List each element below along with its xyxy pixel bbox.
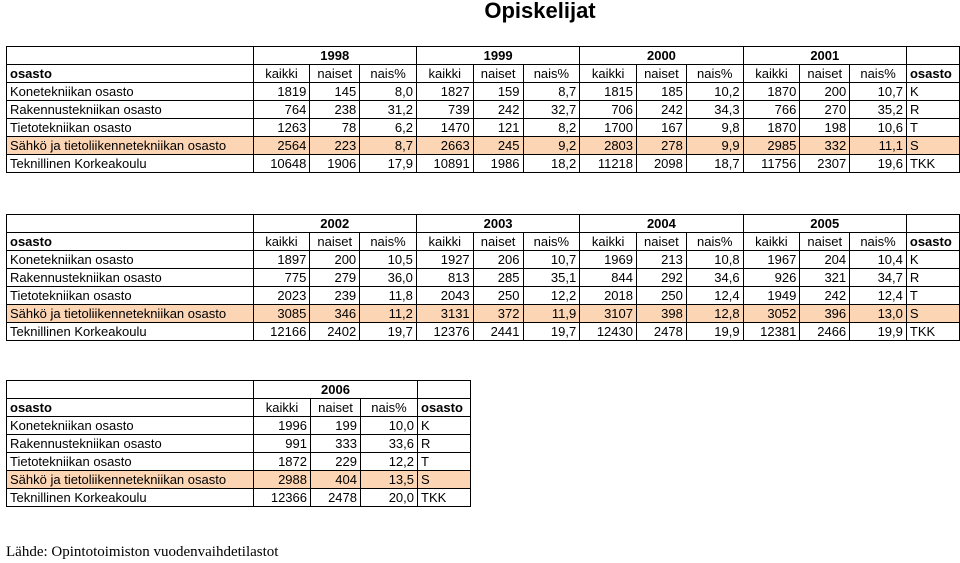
value-cell: 270: [800, 101, 850, 119]
value-cell: 12366: [254, 489, 311, 507]
table-row: [7, 101, 960, 119]
value-cell: 12381: [743, 323, 800, 341]
value-cell: 242: [800, 287, 850, 305]
year-header-row: [7, 381, 471, 399]
nais-percent-header: nais%: [850, 233, 907, 251]
value-cell: 121: [473, 119, 523, 137]
value-cell: 206: [473, 251, 523, 269]
value-cell: 12,8: [686, 305, 743, 323]
value-cell: 2478: [311, 489, 361, 507]
value-cell: 1986: [473, 155, 523, 173]
kaikki-header: kaikki: [416, 65, 473, 83]
value-cell: 242: [473, 101, 523, 119]
value-cell: 396: [800, 305, 850, 323]
value-cell: 2402: [310, 323, 360, 341]
value-cell: 18,7: [686, 155, 743, 173]
value-cell: 1897: [253, 251, 310, 269]
value-cell: 223: [310, 137, 360, 155]
nais-percent-header: nais%: [523, 65, 580, 83]
year-header: 1999: [416, 47, 579, 65]
value-cell: 1263: [253, 119, 310, 137]
value-cell: 9,8: [686, 119, 743, 137]
value-cell: 19,7: [523, 323, 580, 341]
value-cell: 398: [636, 305, 686, 323]
value-cell: 3131: [416, 305, 473, 323]
value-cell: 34,3: [686, 101, 743, 119]
value-cell: 19,9: [686, 323, 743, 341]
value-cell: 1870: [743, 83, 800, 101]
column-header-row: [7, 233, 960, 251]
value-cell: 19,6: [850, 155, 907, 173]
value-cell: 346: [310, 305, 360, 323]
value-cell: 10,7: [523, 251, 580, 269]
value-cell: 1969: [580, 251, 637, 269]
value-cell: 11,9: [523, 305, 580, 323]
value-cell: 242: [637, 101, 687, 119]
year-header: 2001: [743, 47, 906, 65]
value-cell: 199: [311, 417, 361, 435]
department-name: Sähkö ja tietoliikennetekniikan osasto: [7, 471, 254, 489]
department-name: Konetekniikan osasto: [7, 83, 254, 101]
value-cell: 10,4: [850, 251, 907, 269]
value-cell: 991: [254, 435, 311, 453]
value-cell: 1819: [253, 83, 310, 101]
value-cell: 78: [310, 119, 360, 137]
department-abbr: S: [906, 137, 959, 155]
value-cell: 1827: [416, 83, 473, 101]
department-name: Tietotekniikan osasto: [7, 287, 254, 305]
year-header: 1998: [253, 47, 416, 65]
value-cell: 8,7: [523, 83, 580, 101]
value-cell: 2478: [636, 323, 686, 341]
table-row: [7, 471, 471, 489]
kaikki-header: kaikki: [580, 233, 637, 251]
department-name: Konetekniikan osasto: [7, 251, 254, 269]
value-cell: 35,2: [850, 101, 907, 119]
value-cell: 167: [637, 119, 687, 137]
kaikki-header: kaikki: [253, 65, 310, 83]
value-cell: 250: [473, 287, 523, 305]
table-row: [7, 119, 960, 137]
value-cell: 1872: [254, 453, 311, 471]
blank-cell: [906, 215, 959, 233]
value-cell: 404: [311, 471, 361, 489]
department-abbr: R: [906, 269, 959, 287]
value-cell: 8,2: [523, 119, 580, 137]
department-abbr: K: [906, 83, 959, 101]
department-name: Tietotekniikan osasto: [7, 453, 254, 471]
value-cell: 372: [473, 305, 523, 323]
department-abbr: S: [906, 305, 959, 323]
department-name: Rakennustekniikan osasto: [7, 101, 254, 119]
value-cell: 13,0: [850, 305, 907, 323]
value-cell: 145: [310, 83, 360, 101]
value-cell: 292: [636, 269, 686, 287]
year-header: 2004: [580, 215, 743, 233]
value-cell: 12,2: [361, 453, 418, 471]
value-cell: 766: [743, 101, 800, 119]
value-cell: 3085: [253, 305, 310, 323]
naiset-header: naiset: [800, 233, 850, 251]
value-cell: 238: [310, 101, 360, 119]
osasto-header: osasto: [7, 233, 254, 251]
value-cell: 9,2: [523, 137, 580, 155]
nais-percent-header: nais%: [686, 233, 743, 251]
value-cell: 10891: [416, 155, 473, 173]
osasto-abbr-header: osasto: [418, 399, 471, 417]
naiset-header: naiset: [473, 65, 523, 83]
value-cell: 33,6: [361, 435, 418, 453]
value-cell: 6,2: [360, 119, 417, 137]
value-cell: 34,7: [850, 269, 907, 287]
table-row: [7, 489, 471, 507]
blank-cell: [7, 381, 254, 399]
value-cell: 2043: [416, 287, 473, 305]
value-cell: 706: [580, 101, 637, 119]
blank-cell: [7, 215, 254, 233]
value-cell: 11756: [743, 155, 800, 173]
kaikki-header: kaikki: [416, 233, 473, 251]
table-row: [7, 83, 960, 101]
students-table-2006: [6, 380, 471, 507]
naiset-header: naiset: [637, 65, 687, 83]
kaikki-header: kaikki: [580, 65, 637, 83]
page-title: Opiskelijat: [484, 0, 596, 23]
nais-percent-header: nais%: [360, 233, 417, 251]
department-name: Teknillinen Korkeakoulu: [7, 155, 254, 173]
value-cell: 19,9: [850, 323, 907, 341]
department-abbr: TKK: [418, 489, 471, 507]
value-cell: 1870: [743, 119, 800, 137]
value-cell: 31,2: [360, 101, 417, 119]
department-abbr: T: [906, 287, 959, 305]
students-table-2002-2005: [6, 214, 960, 341]
year-header: 2000: [580, 47, 743, 65]
value-cell: 813: [416, 269, 473, 287]
department-abbr: TKK: [906, 155, 959, 173]
value-cell: 11218: [580, 155, 637, 173]
nais-percent-header: nais%: [686, 65, 743, 83]
osasto-header: osasto: [7, 65, 254, 83]
nais-percent-header: nais%: [523, 233, 580, 251]
department-abbr: T: [906, 119, 959, 137]
value-cell: 11,2: [360, 305, 417, 323]
value-cell: 2663: [416, 137, 473, 155]
osasto-abbr-header: osasto: [906, 65, 959, 83]
table-row: [7, 155, 960, 173]
kaikki-header: kaikki: [743, 65, 800, 83]
department-name: Rakennustekniikan osasto: [7, 435, 254, 453]
students-table-1998-2001: [6, 46, 960, 173]
department-name: Rakennustekniikan osasto: [7, 269, 254, 287]
value-cell: 20,0: [361, 489, 418, 507]
department-abbr: R: [418, 435, 471, 453]
value-cell: 2985: [743, 137, 800, 155]
value-cell: 2023: [253, 287, 310, 305]
naiset-header: naiset: [636, 233, 686, 251]
table-row: [7, 435, 471, 453]
value-cell: 9,9: [686, 137, 743, 155]
year-header: 2002: [253, 215, 416, 233]
value-cell: 12376: [416, 323, 473, 341]
department-name: Tietotekniikan osasto: [7, 119, 254, 137]
value-cell: 1949: [743, 287, 800, 305]
naiset-header: naiset: [310, 65, 360, 83]
osasto-abbr-header: osasto: [906, 233, 959, 251]
table-row: [7, 287, 960, 305]
value-cell: 11,8: [360, 287, 417, 305]
blank-cell: [906, 47, 959, 65]
department-abbr: K: [418, 417, 471, 435]
value-cell: 333: [311, 435, 361, 453]
value-cell: 18,2: [523, 155, 580, 173]
value-cell: 1700: [580, 119, 637, 137]
value-cell: 10,5: [360, 251, 417, 269]
value-cell: 213: [636, 251, 686, 269]
value-cell: 12430: [580, 323, 637, 341]
value-cell: 10,7: [850, 83, 907, 101]
value-cell: 159: [473, 83, 523, 101]
value-cell: 12,2: [523, 287, 580, 305]
kaikki-header: kaikki: [253, 233, 310, 251]
year-header: 2006: [254, 381, 418, 399]
value-cell: 204: [800, 251, 850, 269]
naiset-header: naiset: [473, 233, 523, 251]
department-name: Teknillinen Korkeakoulu: [7, 323, 254, 341]
value-cell: 1815: [580, 83, 637, 101]
year-header: 2003: [416, 215, 579, 233]
value-cell: 36,0: [360, 269, 417, 287]
value-cell: 764: [253, 101, 310, 119]
value-cell: 2466: [800, 323, 850, 341]
value-cell: 739: [416, 101, 473, 119]
table-row: [7, 417, 471, 435]
column-header-row: [7, 399, 471, 417]
table-row: [7, 453, 471, 471]
column-header-row: [7, 65, 960, 83]
value-cell: 200: [310, 251, 360, 269]
osasto-header: osasto: [7, 399, 254, 417]
value-cell: 13,5: [361, 471, 418, 489]
department-abbr: K: [906, 251, 959, 269]
department-abbr: S: [418, 471, 471, 489]
value-cell: 185: [637, 83, 687, 101]
table-row: [7, 251, 960, 269]
value-cell: 8,0: [360, 83, 417, 101]
department-abbr: T: [418, 453, 471, 471]
value-cell: 239: [310, 287, 360, 305]
value-cell: 2307: [800, 155, 850, 173]
value-cell: 2988: [254, 471, 311, 489]
value-cell: 2564: [253, 137, 310, 155]
department-name: Teknillinen Korkeakoulu: [7, 489, 254, 507]
value-cell: 10,6: [850, 119, 907, 137]
value-cell: 229: [311, 453, 361, 471]
value-cell: 1906: [310, 155, 360, 173]
value-cell: 10,8: [686, 251, 743, 269]
value-cell: 32,7: [523, 101, 580, 119]
value-cell: 1996: [254, 417, 311, 435]
value-cell: 2018: [580, 287, 637, 305]
year-header-row: [7, 47, 960, 65]
value-cell: 245: [473, 137, 523, 155]
department-abbr: TKK: [906, 323, 959, 341]
value-cell: 3052: [743, 305, 800, 323]
value-cell: 285: [473, 269, 523, 287]
nais-percent-header: nais%: [361, 399, 418, 417]
value-cell: 10648: [253, 155, 310, 173]
blank-cell: [7, 47, 254, 65]
value-cell: 17,9: [360, 155, 417, 173]
naiset-header: naiset: [311, 399, 361, 417]
value-cell: 2098: [637, 155, 687, 173]
department-abbr: R: [906, 101, 959, 119]
value-cell: 2803: [580, 137, 637, 155]
table-row: [7, 323, 960, 341]
value-cell: 332: [800, 137, 850, 155]
department-name: Sähkö ja tietoliikennetekniikan osasto: [7, 137, 254, 155]
nais-percent-header: nais%: [360, 65, 417, 83]
value-cell: 10,2: [686, 83, 743, 101]
kaikki-header: kaikki: [743, 233, 800, 251]
blank-cell: [418, 381, 471, 399]
value-cell: 279: [310, 269, 360, 287]
table-row: [7, 269, 960, 287]
year-header: 2005: [743, 215, 906, 233]
kaikki-header: kaikki: [254, 399, 311, 417]
value-cell: 10,0: [361, 417, 418, 435]
department-name: Sähkö ja tietoliikennetekniikan osasto: [7, 305, 254, 323]
naiset-header: naiset: [310, 233, 360, 251]
value-cell: 321: [800, 269, 850, 287]
value-cell: 11,1: [850, 137, 907, 155]
value-cell: 278: [637, 137, 687, 155]
value-cell: 34,6: [686, 269, 743, 287]
value-cell: 200: [800, 83, 850, 101]
value-cell: 12,4: [686, 287, 743, 305]
value-cell: 19,7: [360, 323, 417, 341]
value-cell: 8,7: [360, 137, 417, 155]
naiset-header: naiset: [800, 65, 850, 83]
value-cell: 2441: [473, 323, 523, 341]
value-cell: 250: [636, 287, 686, 305]
value-cell: 1470: [416, 119, 473, 137]
value-cell: 926: [743, 269, 800, 287]
value-cell: 1927: [416, 251, 473, 269]
value-cell: 35,1: [523, 269, 580, 287]
table-row: [7, 137, 960, 155]
value-cell: 198: [800, 119, 850, 137]
value-cell: 12166: [253, 323, 310, 341]
value-cell: 1967: [743, 251, 800, 269]
value-cell: 12,4: [850, 287, 907, 305]
table-row: [7, 305, 960, 323]
value-cell: 844: [580, 269, 637, 287]
value-cell: 3107: [580, 305, 637, 323]
nais-percent-header: nais%: [850, 65, 907, 83]
value-cell: 775: [253, 269, 310, 287]
source-note: Lähde: Opintotoimiston vuodenvaihdetilastot: [6, 544, 279, 560]
year-header-row: [7, 215, 960, 233]
department-name: Konetekniikan osasto: [7, 417, 254, 435]
